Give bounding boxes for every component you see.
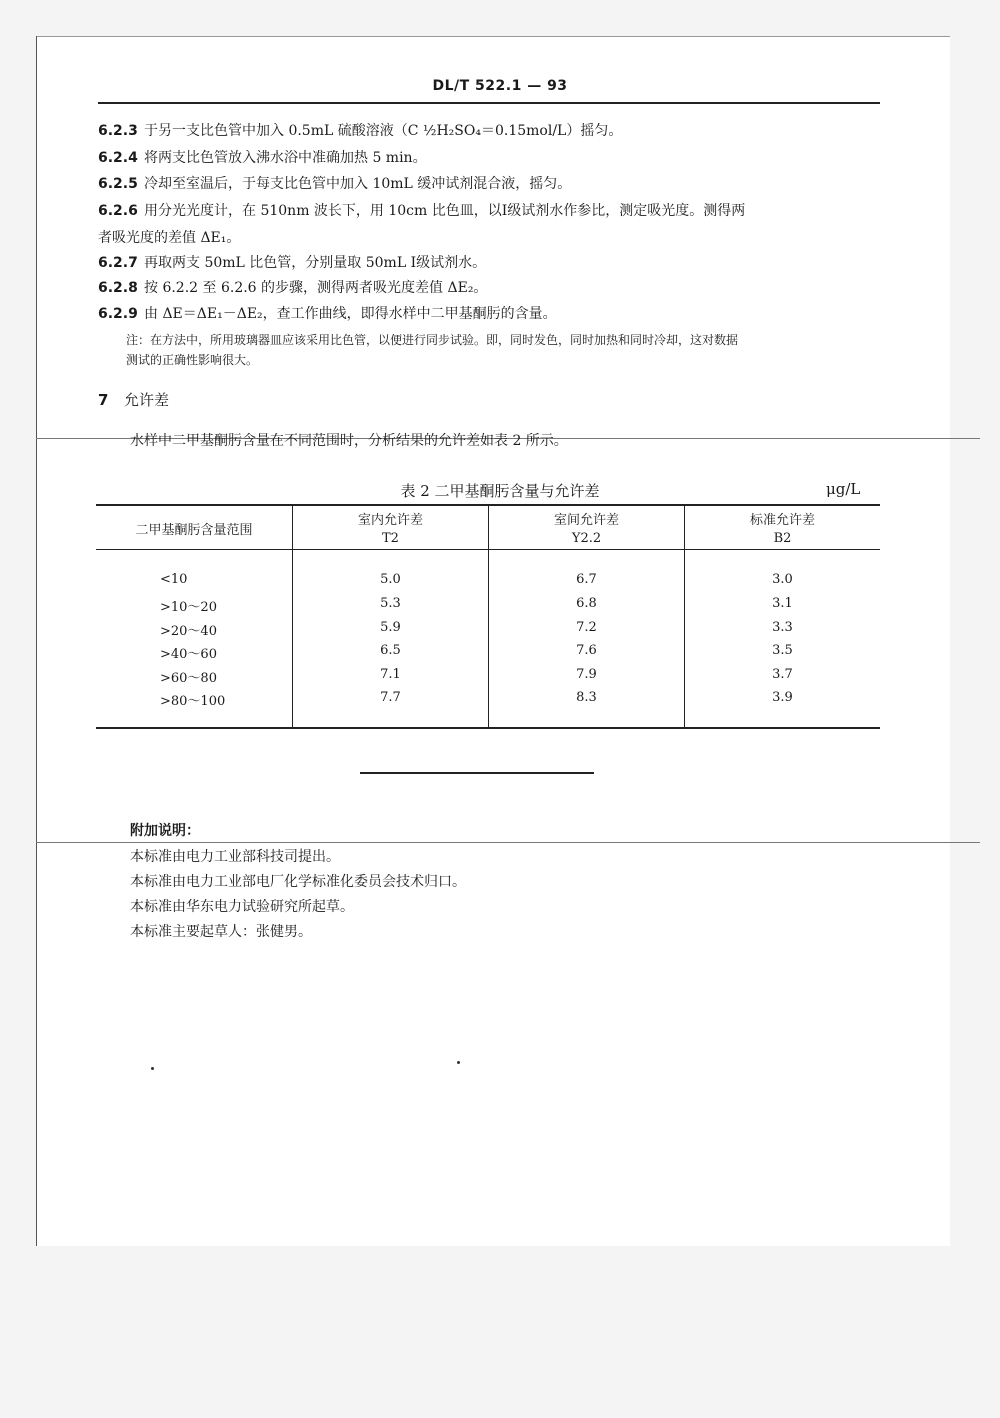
table-cell: 7.7 — [380, 690, 401, 705]
step-6-2-3 — [98, 122, 622, 140]
table-cell: 3.0 — [772, 572, 793, 587]
scan-edge-top — [36, 36, 950, 37]
scan-speck — [457, 1061, 460, 1064]
table-cell: 3.3 — [772, 620, 793, 635]
step-number: 6.2.6 — [98, 203, 138, 219]
table-cell: 5.3 — [380, 596, 401, 611]
table-cell: 3.7 — [772, 667, 793, 682]
end-rule — [360, 772, 594, 774]
table-cell: >60～80 — [160, 671, 217, 686]
table-cell: >40～60 — [160, 647, 217, 662]
section-number: 7 — [98, 391, 109, 409]
table-cell: 5.0 — [380, 572, 401, 587]
fold-line — [36, 842, 980, 843]
step-6-2-9 — [98, 305, 557, 323]
step-text: 冷却至室温后，于每支比色管中加入 10mL 缓冲试剂混合液，摇匀。 — [144, 176, 572, 192]
table-cell: <10 — [160, 572, 188, 587]
table-header-standard-symbol: B2 — [773, 531, 792, 546]
table-unit: μg/L — [826, 480, 861, 498]
section-body: 水样中二甲基酮肟含量在不同范围时，分析结果的允许差如表 2 所示。 — [130, 433, 568, 449]
table-cell: 3.1 — [772, 596, 793, 611]
scan-speck — [151, 1067, 154, 1070]
table-cell: >80～100 — [160, 694, 226, 709]
step-6-2-6-continuation: 者吸光度的差值 ΔE₁。 — [98, 230, 241, 246]
scan-edge-left — [36, 36, 37, 1246]
table-cell: 6.5 — [380, 643, 401, 658]
section-title: 允许差 — [124, 391, 170, 409]
note-line-2: 测试的正确性影响很大。 — [126, 353, 259, 367]
step-6-2-5 — [98, 175, 571, 193]
addendum-title: 附加说明： — [130, 823, 200, 839]
addendum-line: 本标准由电力工业部科技司提出。 — [130, 849, 340, 865]
table-cell: 7.9 — [576, 667, 597, 682]
table-header-intra-symbol: T2 — [382, 531, 399, 546]
step-6-2-7 — [98, 254, 486, 272]
step-number: 6.2.7 — [98, 255, 138, 271]
table-header-intra: 室内允许差 — [357, 513, 423, 528]
step-number: 6.2.8 — [98, 280, 138, 296]
step-text: 由 ΔE＝ΔE₁－ΔE₂，查工作曲线，即得水样中二甲基酮肟的含量。 — [144, 306, 557, 322]
table-caption: 表 2 二甲基酮肟含量与允许差 — [400, 482, 600, 500]
header-rule — [98, 102, 880, 104]
note-line-1: 注：在方法中，所用玻璃器皿应该采用比色管，以便进行同步试验。即，同时发色，同时加热和同时冷却，这对数据 — [126, 333, 739, 347]
table-cell: >20～40 — [160, 624, 217, 639]
step-text: 将两支比色管放入沸水浴中准确加热 5 min。 — [144, 150, 427, 166]
table-cell: 7.6 — [576, 643, 597, 658]
page-header: DL/T 522.1 — 93 — [432, 78, 568, 94]
table-header-standard: 标准允许差 — [749, 513, 815, 528]
table-header-inter-symbol: Y2.2 — [571, 531, 602, 546]
step-text: 用分光光度计，在 510nm 波长下，用 10cm 比色皿，以Ⅰ级试剂水作参比，测定吸光度。测得两 — [144, 203, 746, 219]
table-cell: 7.2 — [576, 620, 597, 635]
step-number: 6.2.3 — [98, 123, 138, 139]
step-6-2-8 — [98, 279, 487, 297]
step-number: 6.2.9 — [98, 306, 138, 322]
table-cell: 5.9 — [380, 620, 401, 635]
addendum-line: 本标准由华东电力试验研究所起草。 — [130, 899, 354, 915]
step-text: 再取两支 50mL 比色管，分别量取 50mL Ⅰ级试剂水。 — [144, 255, 487, 271]
step-number: 6.2.5 — [98, 176, 138, 192]
table-cell: >10～20 — [160, 600, 217, 615]
step-6-2-4 — [98, 149, 427, 167]
table-cell: 3.9 — [772, 690, 793, 705]
addendum-line: 本标准主要起草人：张健男。 — [130, 924, 312, 940]
step-6-2-6 — [98, 202, 745, 220]
step-text: 按 6.2.2 至 6.2.6 的步骤，测得两者吸光度差值 ΔE₂。 — [144, 280, 488, 296]
table-bottom-rule — [96, 727, 880, 729]
addendum-line: 本标准由电力工业部电厂化学标准化委员会技术归口。 — [130, 874, 466, 890]
table-header-range: 二甲基酮肟含量范围 — [135, 523, 253, 538]
step-number: 6.2.4 — [98, 150, 138, 166]
section-heading — [98, 389, 169, 410]
table-cell: 7.1 — [380, 667, 401, 682]
table-header-inter: 室间允许差 — [553, 513, 619, 528]
table-cell: 6.8 — [576, 596, 597, 611]
step-text: 于另一支比色管中加入 0.5mL 硫酸溶液（C ½H₂SO₄＝0.15mol/L）摇匀。 — [144, 123, 623, 139]
table-cell: 3.5 — [772, 643, 793, 658]
table-cell: 6.7 — [576, 572, 597, 587]
table-cell: 8.3 — [576, 690, 597, 705]
